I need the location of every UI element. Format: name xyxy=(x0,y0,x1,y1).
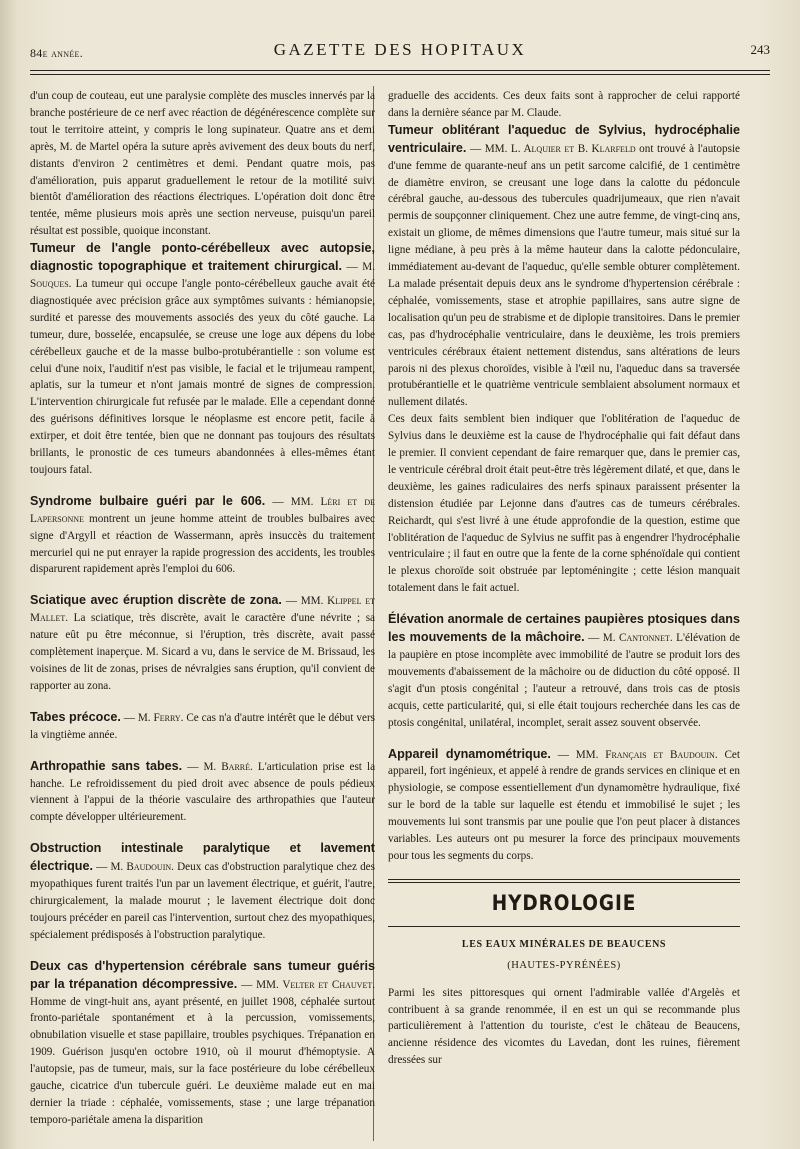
entry-dash: — xyxy=(346,261,363,274)
entry-body: Ce cas n'a d'autre intérêt que le début vers la vingtième année. xyxy=(30,711,376,741)
entry-body: La tumeur qui occupe l'angle ponto-cérébelleux gauche avait été diagnostiquée avec précision grâce aux symptômes suivants : hémianopsie, surdité et paresse des mouvements associés des yeux du côté gauche. La tumeur, dure, bosselée, encapsulée, se creuse une loge aux dépens du lobe cérébelleux gauche et de la masse bulbo-protubérantielle : son volume est celui d'une noix, l'auditif n'est pas visible, le facial et le trijumeau rampent, aplatis, sur la tumeur et n'ont jamais montré de signes de compression. L'intervention chirurgicale fut refusée par le malade. Elle a cependant donné des guérisons définitives lorsque le néoplasme est encore petit, facile à extirper, et doit être tentée, bien que ne donnant pas toujours des résultats brillants, le pronostic de ces tumeurs abandonnées à elles-mêmes étant toujours fatal. xyxy=(30,277,376,476)
entry-title: Tabes précoce. xyxy=(30,709,121,724)
entry-body: L'articulation prise est la hanche. Le refroidissement du pied droit avec absence de pouls pédieux viennent à l'appui de la théorie vasculaire des arthropathies que l'auteur compte développer ultérieurement. xyxy=(30,760,376,824)
entry-aqueduc-sylvius xyxy=(388,122,740,597)
entry-title: Tumeur oblitérant l'aqueduc de Sylvius, hydrocéphalie ventriculaire. xyxy=(388,122,740,155)
entry-authors: M. Barré. xyxy=(203,760,253,773)
entry-dash: — xyxy=(285,595,301,608)
left-column xyxy=(30,88,375,1143)
journal-title: GAZETTE DES HOPITAUX xyxy=(273,40,527,59)
entry-appareil-dynamometrique xyxy=(388,746,740,865)
entry-dash: — xyxy=(123,711,138,724)
entry-body: La sciatique, très discrète, avait le caractère d'une névrite ; sa nature eût pu être méconnue, si l'éruption, très discrète, avait passé complètement inaperçue. M. Sicard a vu, dans le service de M. Brissaud, les voisines de lit de zonas, prises de névralgies sans éruption, qu'il convient de rapporter au zona. xyxy=(30,612,376,692)
continued-paragraph: graduelle des accidents. Ces deux faits sont à rapprocher de celui rapporté dans la dernière séance par M. Claude. xyxy=(388,90,740,119)
entry-authors: MM. L. Alquier et B. Klarfeld xyxy=(484,142,636,155)
entry-dash: — xyxy=(96,861,111,874)
article-location: (HAUTES-PYRÉNÉES) xyxy=(507,959,621,971)
entry-title: Tumeur de l'angle ponto-cérébelleux avec autopsie, diagnostic topographique et traitement chirurgical. xyxy=(30,241,375,274)
entry-dash: — xyxy=(557,748,576,761)
entry-body: L'élévation de la paupière en ptose incomplète avec immobilité de l'autre se produit lors des mouvements d'abaissement de la mâchoire ou de diduction du côté opposé. Il s'agit d'un ptosis congénital ; l'auteur a retrouvé, dans trois cas de ptosis acquis, cette particularité, qui, si elle était toujours recherchée dans les cas de ptosis congénital, unilatéral, incomplet, serait assez souvent observée. xyxy=(388,632,741,729)
section-rule-top xyxy=(388,879,740,880)
entry-body-continued: Ces deux faits semblent bien indiquer que l'oblitération de l'aqueduc de Sylvius dans le deuxième est la cause de l'hydrocéphalie qui fait défaut dans le premier. Il convient cependant de faire remarquer que, dans le premier cas, le ventricule cérébral droit était peut-être très légèrement dilaté, et que, dans le deuxième, les gaines radiculaires des nerfs spinaux paraissent présenter la distension étudiée par Lejonne dans d'autres cas de tumeurs cérébrales. Reichardt, qui s'est livré à une étude approfondie de la question, estime que l'oblitération de l'aqueduc de Sylvius ne suffit pas à engendrer l'hydrocéphalie ventriculaire ; il faut en outre que la fente de la corne sphénoïdale qui contient le plexus choroïde soit obstruée par leptoméningite ; cette lésion manquait totalement dans le fait actuel. xyxy=(388,413,740,595)
entry-authors: MM. Velter et Chauvet. xyxy=(256,978,376,991)
entry-authors: M. Cantonnet. xyxy=(602,632,673,645)
entry-title: Syndrome bulbaire guéri par le 606. xyxy=(30,493,266,508)
entry-sciatique xyxy=(30,592,375,694)
entry-title: Arthropathie sans tabes. xyxy=(30,758,183,773)
entry-arthropathie xyxy=(30,758,375,827)
section-rule-top-2 xyxy=(388,882,740,883)
entry-body: Homme de vingt-huit ans, ayant présenté, en juillet 1908, céphalée surtout fronto-pariétale spontanément et à la percussion, vomissements, obnubilation visuelle et stase papillaire, troubles psychiques. Trépanation en 1909. Guérison jusqu'en octobre 1910, où il mourut d'hémoptysie. A l'autopsie, pas de tumeur, mais, sur la face postérieure du lobe cérébelleux gauche, cicatrice d'un tubercule guéri. Le deuxième malade eut en mai dernier la triade : céphalée, vomissements, stase ; une large trépanation temporo-pariétale amena la disparition xyxy=(30,995,375,1126)
entry-authors: MM. Klippel et Mallet. xyxy=(30,595,375,625)
article-title: LES EAUX MINÉRALES DE BEAUCENS xyxy=(461,938,667,950)
entry-authors: M. Ferry. xyxy=(137,711,184,724)
entry-tumeur-ponto xyxy=(30,240,375,479)
entry-dash: — xyxy=(588,632,603,645)
article-paragraph: Parmi les sites pittoresques qui ornent l'admirable vallée d'Argelès et contribuent à sa grande renommée, il en est un qui se recommande plus particulièrement à l'attention du touriste, c'est le château de Beaucens, ancienne résidence des vicomtes du Lavedan, dont les ruines, fièrement dressées sur xyxy=(388,986,740,1067)
entry-authors: MM. Léri et de Lapersonne xyxy=(30,495,376,525)
section-rule-bottom xyxy=(388,926,740,927)
entry-body: Cet appareil, fort ingénieux, et appelé à rendre de grands services en clinique et en physiologie, se compose essentiellement d'un dynamomètre hydraulique, fixé sur le bord de la table sur laquelle est étendu et immobilisé le sujet ; les mouvements lui sont transmis par une poulie que l'on peut placer à distances variables. Les auteurs ont pu mesurer la force des principaux mouvements pour tous les segments du corps. xyxy=(388,748,740,862)
entry-dash: — xyxy=(469,142,485,155)
entry-dash: — xyxy=(272,495,291,508)
entry-title: Deux cas d'hypertension cérébrale sans tumeur guéris par la trépanation décompressive. xyxy=(30,958,375,991)
entry-syndrome-bulbaire xyxy=(30,493,375,579)
entry-title: Élévation anormale de certaines paupières ptosiques dans les mouvements de la mâchoire. xyxy=(388,612,740,645)
entry-authors: MM. Français et Baudouin. xyxy=(575,748,718,761)
entry-tabes xyxy=(30,709,375,744)
section-title: HYDROLOGIE xyxy=(491,890,637,915)
entry-authors: M. Baudouin. xyxy=(110,861,174,874)
header-rule-top xyxy=(30,70,770,71)
hydrologie-section xyxy=(388,879,740,1069)
entry-dash: — xyxy=(241,978,257,991)
page-header xyxy=(30,40,770,66)
entry-body: Deux cas d'obstruction paralytique chez des myopathiques furent traités l'un par un lavement électrique, et guérit, l'autre, chirurgicalement, la malade mourut ; le lavement électrique doit donc toujours précéder en pareil cas l'intervention, surtout chez des myopathiques, spécialement prédisposés à l'obstruction paralytique. xyxy=(30,861,375,941)
entry-body: montrent un jeune homme atteint de troubles bulbaires avec signe d'Argyll et réaction de Wassermann, après insuccès du traitement mercuriel qui ne put enrayer la rapide progression des accidents, les troubles disparurent rapidement après l'emploi du 606. xyxy=(30,512,376,576)
entry-title: Appareil dynamométrique. xyxy=(388,746,551,761)
entry-title: Obstruction intestinale paralytique et lavement électrique. xyxy=(30,841,375,874)
entry-body: ont trouvé à l'autopsie d'une femme de quarante-neuf ans un petit sarcome calcifié, de 1 centimètre de diamètre environ, se creusant une loge dans la calotte du pédoncule cérébral gauche, au-dessous des tubercules quadrijumeaux, que rien n'avait permis de soupçonner cliniquement. Chez une autre femme, de vingt-cinq ans, existait un gliome, de mêmes dimensions que l'autre tumeur, mais situé sur la ligne médiane, à peu près à la même hauteur dans la calotte pédonculaire, immédiatement au-devant de l'aqueduc, qu'elle semble obturer complètement. La malade présentait depuis deux ans le syndrome d'hypertension cérébrale : céphalée, vomissements, stase et atrophie papillaires, sans autre signe de localisation qu'un peu de strabisme et de diplopie transitoires. Dans le premier cas, pas d'hydrocéphalie ventriculaire, dans le deuxième, les trois premiers ventricules cérébraux étaient nettement distendus, sans altérations de leurs parois ni des plexus choroïdes, visible à l'œil nu, l'aqueduc dans sa traversée protubérantielle et le quatrième ventricule semblaient absolument normaux et nullement dilatés. xyxy=(388,142,741,409)
entry-paupieres-ptosiques xyxy=(388,611,740,731)
header-rule-bottom xyxy=(30,74,770,75)
entry-obstruction xyxy=(30,840,375,943)
page-number: 243 xyxy=(750,42,770,57)
entry-hypertension xyxy=(30,958,375,1129)
entry-dash: — xyxy=(187,760,204,773)
entry-authors: M. Souques. xyxy=(30,261,376,290)
entry-title: Sciatique avec éruption discrète de zona. xyxy=(30,593,282,608)
continued-paragraph: d'un coup de couteau, eut une paralysie complète des muscles innervés par la branche postérieure de ce nerf avec réaction de dégénérescence complète sur tout le territoire atteint, y compris le long supinateur. Quatre ans et demi après, M. de Martel opéra la suture après avivement des deux bouts du nerf, distants d'environ 2 centimètres et demi. Pendant quatre mois, pas d'amélioration, puis apparut graduellement le retour de la motilité suivi bientôt d'amélioration des réactions électriques. L'opération doit donc être tentée, même plusieurs mois après une section nerveuse, puisqu'un pareil résultat est possible, quoique inconstant. xyxy=(30,90,375,238)
right-column xyxy=(388,88,740,1069)
edition-label: 84e année. xyxy=(30,46,83,60)
